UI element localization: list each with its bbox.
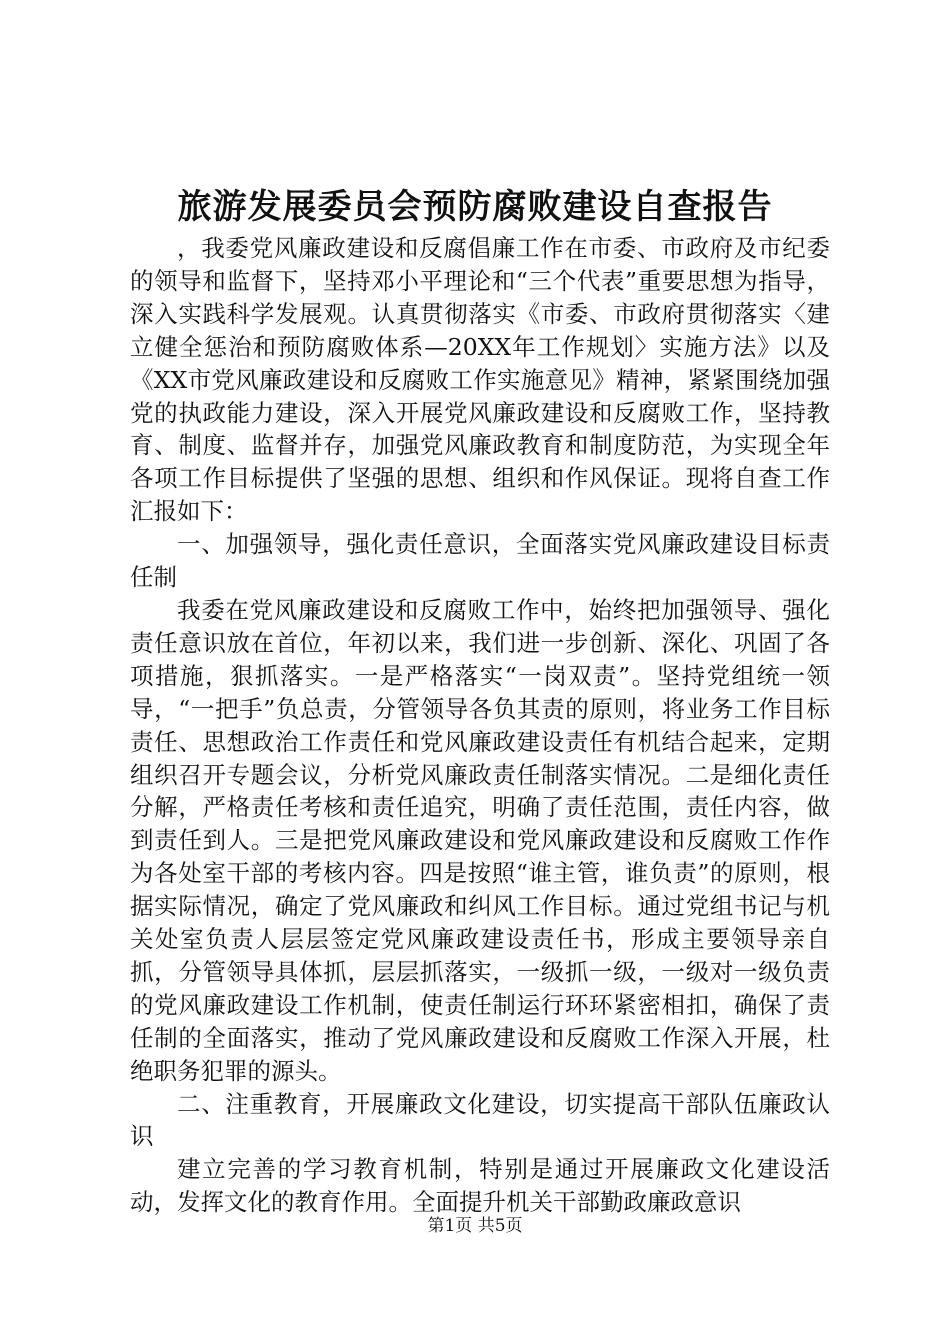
- document-body: [130, 232, 830, 1219]
- paragraph-section-1: 我委在党风廉政建设和反腐败工作中，始终把加强领导、强化责任意识放在首位，年初以来，我们进一步创新、深化、巩固了各项措施，狠抓落实。一是严格落实“一岗双责”。坚持党组统一领导，“一把手”负总责，分管领导各负其责的原则，将业务工作目标责任、思想政治工作责任和党风廉政建设责任有机结合起来，定期组织召开专题会议，分析党风廉政责任制落实情况。二是细化责任分解，严格责任考核和责任追究，明确了责任范围，责任内容，做到责任到人。三是把党风廉政建设和党风廉政建设和反腐败工作作为各处室干部的考核内容。四是按照“谁主管，谁负责”的原则，根据实际情况，确定了党风廉政和纠风工作目标。通过党组书记与机关处室负责人层层签定党风廉政建设责任书，形成主要领导亲自抓，分管领导具体抓，层层抓落实，一级抓一级，一级对一级负责的党风廉政建设工作机制，使责任制运行环环紧密相扣，确保了责任制的全面落实，推动了党风廉政建设和反腐败工作深入开展，杜绝职务犯罪的源头。: [130, 595, 830, 1085]
- page-footer: 第1页 共5页: [427, 1216, 523, 1236]
- paragraph-section-2: 建立完善的学习教育机制，特别是通过开展廉政文化建设活动，发挥文化的教育作用。全面提升机关干部勤政廉政意识: [130, 1155, 830, 1217]
- section-heading-2: 二、注重教育，开展廉政文化建设，切实提高干部队伍廉政认识: [130, 1089, 830, 1151]
- document-title: 旅游发展委员会预防腐败建设自查报告: [177, 187, 773, 227]
- section-heading-1: 一、加强领导，强化责任意识，全面落实党风廉政建设目标责任制: [130, 530, 830, 592]
- paragraph-intro: ，我委党风廉政建设和反腐倡廉工作在市委、市政府及市纪委的领导和监督下，坚持邓小平理论和“三个代表”重要思想为指导，深入实践科学发展观。认真贯彻落实《市委、市政府贯彻落实〈建立健全惩治和预防腐败体系—20XX年工作规划〉实施方法》以及《XX市党风廉政建设和反腐败工作实施意见》精神，紧紧围绕加强党的执政能力建设，深入开展党风廉政建设和反腐败工作，坚持教育、制度、监督并存，加强党风廉政教育和制度防范，为实现全年各项工作目标提供了坚强的思想、组织和作风保证。现将自查工作汇报如下：: [130, 234, 830, 526]
